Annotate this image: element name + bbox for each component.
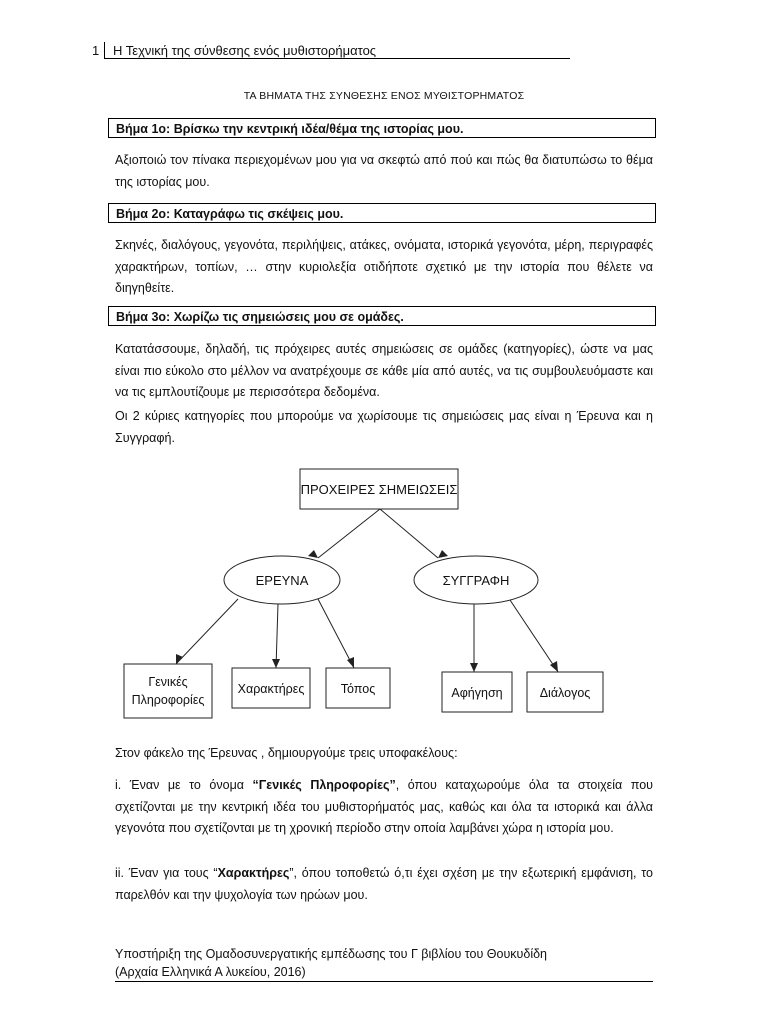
diagram-leaf-general-box bbox=[124, 664, 212, 718]
diagram-connector bbox=[510, 600, 558, 672]
arrowhead bbox=[438, 550, 448, 558]
diagram-leaf-narration-label: Αφήγηση bbox=[451, 686, 503, 700]
diagram-leaf-general-line1: Γενικές bbox=[148, 675, 188, 689]
arrowhead bbox=[347, 657, 354, 668]
step-3-text: Κατατάσσουμε, δηλαδή, τις πρόχειρες αυτές σημειώσεις σε ομάδες (κατηγορίες), ώστε να μας είναι πιο εύκολο στο μέλλον να ανατρέχουμε σε κάθε μία από αυτές, να τις συμβουλευόμαστε και να τις εμπλουτίζουμε με περισσότερα δεδομένα. bbox=[115, 342, 653, 399]
item-2-bold: Χαρακτήρες bbox=[217, 866, 290, 880]
step-3-text-categories: Οι 2 κύριες κατηγορίες που μπορούμε να χωρίσουμε τις σημειώσεις μας είναι η Έρευνα και η Συγγραφή. bbox=[115, 409, 653, 445]
item-1-prefix: i. Έναν με το όνομα bbox=[115, 778, 253, 792]
item-2-prefix: ii. Έναν για τους “ bbox=[115, 866, 218, 880]
running-header-title: Η Τεχνική της σύνθεσης ενός μυθιστορήματος bbox=[113, 43, 377, 58]
arrowhead bbox=[176, 654, 183, 664]
diagram-leaf-general-line2: Πληροφορίες bbox=[131, 693, 205, 707]
header-underline bbox=[104, 58, 570, 59]
diagram-connector bbox=[276, 604, 278, 668]
diagram-leaf-characters-label: Χαρακτήρες bbox=[237, 682, 305, 696]
research-intro: Στον φάκελο της Έρευνας , δημιουργούμε τρεις υποφακέλους: bbox=[115, 746, 458, 760]
arrowhead bbox=[308, 550, 318, 558]
research-item-characters bbox=[115, 863, 653, 906]
arrowhead bbox=[470, 663, 478, 672]
step-2-heading: Βήμα 2ο: Καταγράφω τις σκέψεις μου. bbox=[108, 203, 656, 223]
item-2-rest: ”, όπου τοποθετώ ό,τι έχει σχέση με την εξωτερική εμφάνιση, το παρελθόν και την ψυχολογία των ηρώων μου. bbox=[115, 866, 654, 902]
diagram-connector bbox=[176, 599, 238, 664]
footer-rule bbox=[115, 981, 653, 982]
item-1-bold: “Γενικές Πληροφορίες” bbox=[252, 778, 396, 792]
diagram-root-label: ΠΡΟΧΕΙΡΕΣ ΣΗΜΕΙΩΣΕΙΣ bbox=[300, 482, 458, 497]
page-number: 1 bbox=[92, 43, 100, 58]
diagram-leaf-place-label: Τόπος bbox=[340, 682, 376, 696]
document-title: ΤΑ ΒΗΜΑΤΑ ΤΗΣ ΣΥΝΘΕΣΗΣ ΕΝΟΣ ΜΥΘΙΣΤΟΡΗΜΑΤΟΣ bbox=[243, 90, 525, 102]
diagram-leaf-dialogue-label: Διάλογος bbox=[539, 686, 591, 700]
arrowhead bbox=[272, 659, 280, 668]
diagram-connector bbox=[318, 509, 380, 558]
header-divider bbox=[104, 42, 105, 58]
diagram-research-label: ΕΡΕΥΝΑ bbox=[255, 573, 309, 588]
step-1-text: Αξιοποιώ τον πίνακα περιεχομένων μου για να σκεφτώ από πού και πώς θα διατυπώσω το θέμα της ιστορίας μου. bbox=[115, 153, 653, 189]
notes-categories-diagram bbox=[118, 452, 658, 734]
step-2-text: Σκηνές, διαλόγους, γεγονότα, περιλήψεις, ατάκες, ονόματα, ιστορικά γεγονότα, μέρη, περιγραφές χαρακτήρων, τοπίων, … στην κυριολεξία οτιδήποτε σχετικό με την ιστορία που θέλετε να διηγηθείτε. bbox=[115, 238, 653, 295]
footer-line-2: (Αρχαία Ελληνικά Α λυκείου, 2016) bbox=[115, 965, 306, 979]
item-1-rest: , όπου καταχωρούμε όλα τα στοιχεία που σχετίζονται με την κεντρική ιδέα του μυθιστορήματός μας, καθώς και όλα τα ιστορικά και άλλα γεγονότα που σχετίζονται με τη χρονική περίοδο στην οποία λαμβάνει χώρα η ιστορία μου. bbox=[115, 778, 654, 835]
diagram-writing-label: ΣΥΓΓΡΑΦΗ bbox=[442, 573, 510, 588]
diagram-connector bbox=[380, 509, 438, 558]
footer bbox=[115, 945, 547, 981]
footer-line-1: Υποστήριξη της Ομαδοσυνεργατικής εμπέδωσης του Γ βιβλίου του Θουκυδίδη bbox=[115, 947, 548, 961]
step-1-heading: Βήμα 1ο: Βρίσκω την κεντρική ιδέα/θέμα της ιστορίας μου. bbox=[108, 118, 656, 138]
diagram-connector bbox=[318, 599, 354, 668]
research-item-general bbox=[115, 775, 653, 840]
step-3-heading: Βήμα 3ο: Χωρίζω τις σημειώσεις μου σε ομάδες. bbox=[108, 306, 656, 326]
